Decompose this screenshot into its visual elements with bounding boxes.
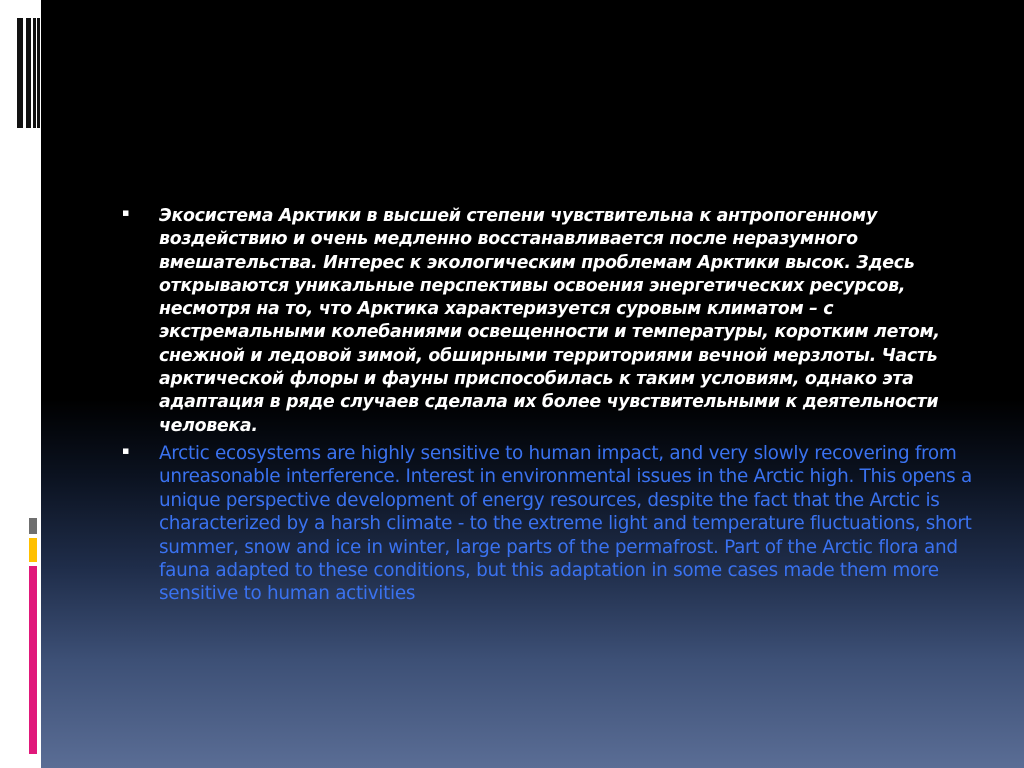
deco-bar-gray — [29, 518, 37, 534]
bullet-item-english — [120, 442, 980, 606]
deco-bar — [37, 18, 40, 128]
deco-bar — [33, 18, 36, 128]
bullet-item-russian — [120, 205, 980, 438]
bullet-text-russian: Экосистема Арктики в высшей степени чувствительна к антропогенному воздействию и очень медленно восстанавливается после неразумного вмешательства. Интерес к экологическим проблемам Арктики высок. Здесь открываются уникальные перспективы освоения энергетических ресурсов, несмотря на то, что Арктика характеризуется суровым климатом – с экстремальными колебаниями освещенности и температуры, коротким летом, снежной и ледовой зимой, обширными территориями вечной мерзлоты. Часть арктической флоры и фауны приспособилась к таким условиям, однако эта адаптация в ряде случаев сделала их более чувствительными к деятельности человека. — [159, 206, 940, 436]
deco-bar-white — [28, 487, 40, 512]
slide-content — [120, 205, 980, 606]
bullet-text-english: Arctic ecosystems are highly sensitive to human impact, and very slowly recovering from unreasonable interference. Interest in environmental issues in the Arctic high. This opens a unique perspective development of energy resources, despite the fact that the Arctic is characterized by a harsh climate - to the extreme light and temperature fluctuations, short summer, snow and ice in winter, large parts of the permafrost. Part of the Arctic flora and fauna adapted to these conditions, but this adaptation in some cases made them more sensitive to human activities — [159, 442, 972, 605]
deco-bar — [26, 18, 31, 128]
deco-bar-yellow — [29, 538, 37, 562]
decorative-bars-top — [0, 18, 41, 128]
deco-bar — [17, 18, 23, 128]
deco-bar-magenta — [29, 566, 37, 754]
bullet-marker: ▪ — [122, 443, 130, 457]
bullet-marker: ▪ — [122, 206, 130, 219]
